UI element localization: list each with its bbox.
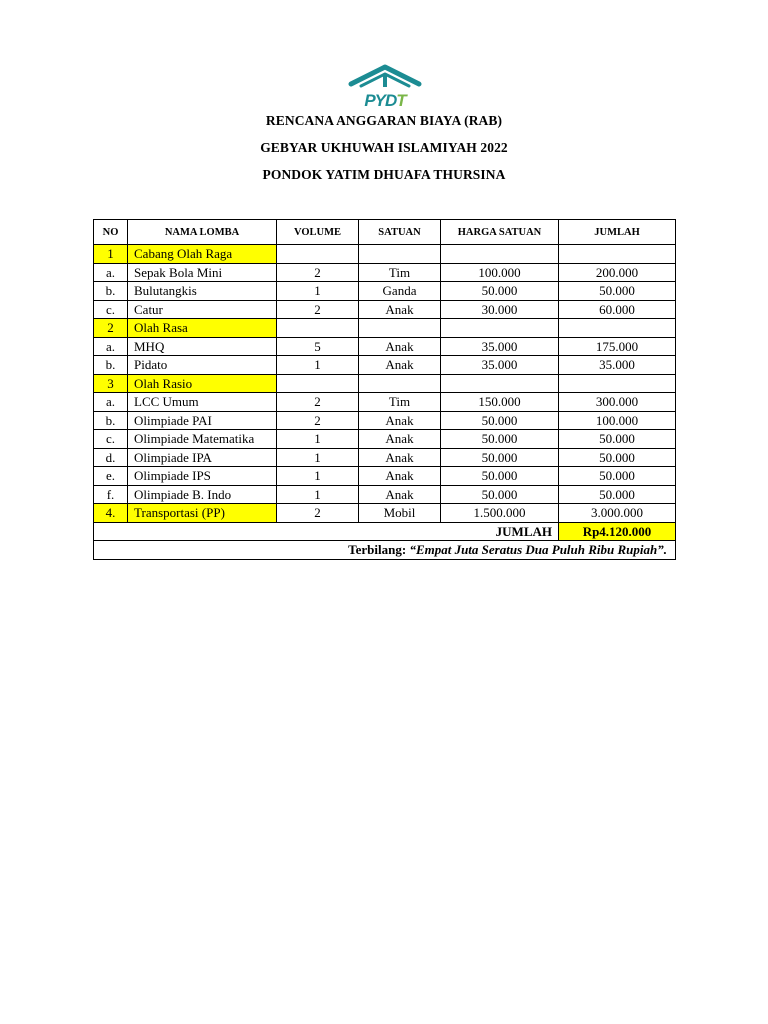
cell-nama-lomba: Pidato: [128, 356, 277, 375]
cell-no: a.: [94, 263, 128, 282]
table-row: [94, 411, 676, 430]
pydt-logo-graphic: [345, 64, 425, 110]
cell-satuan: [359, 374, 441, 393]
cell-satuan: Anak: [359, 448, 441, 467]
cell-volume: 1: [277, 485, 359, 504]
cell-volume: 1: [277, 448, 359, 467]
table-row: [94, 430, 676, 449]
terbilang-row: [94, 541, 676, 560]
cell-no: e.: [94, 467, 128, 486]
cell-no: b.: [94, 411, 128, 430]
cell-jumlah: 50.000: [559, 485, 676, 504]
cell-volume: 1: [277, 467, 359, 486]
cell-volume: 2: [277, 411, 359, 430]
table-header-row: [94, 220, 676, 245]
document-header: [0, 112, 768, 193]
col-header-jumlah: JUMLAH: [559, 220, 676, 245]
title-line-2: GEBYAR UKHUWAH ISLAMIYAH 2022: [260, 140, 508, 155]
cell-no: 4.: [94, 504, 128, 523]
cell-satuan: [359, 319, 441, 338]
cell-harga-satuan: 50.000: [441, 430, 559, 449]
table-row: [94, 282, 676, 301]
table-row: [94, 374, 676, 393]
cell-nama-lomba: LCC Umum: [128, 393, 277, 412]
table-row: [94, 263, 676, 282]
cell-no: d.: [94, 448, 128, 467]
cell-volume: 2: [277, 504, 359, 523]
cell-volume: 1: [277, 430, 359, 449]
cell-satuan: Anak: [359, 485, 441, 504]
cell-satuan: Ganda: [359, 282, 441, 301]
cell-harga-satuan: 150.000: [441, 393, 559, 412]
cell-harga-satuan: 50.000: [441, 411, 559, 430]
cell-jumlah: 35.000: [559, 356, 676, 375]
cell-harga-satuan: [441, 245, 559, 264]
cell-no: b.: [94, 282, 128, 301]
table-row: [94, 448, 676, 467]
cell-harga-satuan: 50.000: [441, 282, 559, 301]
cell-jumlah: [559, 245, 676, 264]
title-line-1: RENCANA ANGGARAN BIAYA (RAB): [265, 113, 503, 128]
cell-nama-lomba: Bulutangkis: [128, 282, 277, 301]
cell-volume: 2: [277, 300, 359, 319]
cell-harga-satuan: 35.000: [441, 337, 559, 356]
cell-satuan: Anak: [359, 337, 441, 356]
cell-volume: 5: [277, 337, 359, 356]
cell-harga-satuan: 50.000: [441, 467, 559, 486]
cell-volume: 2: [277, 393, 359, 412]
col-header-no: NO: [94, 220, 128, 245]
total-amount: Rp4.120.000: [559, 522, 676, 541]
cell-harga-satuan: [441, 374, 559, 393]
terbilang-cell: [94, 541, 676, 560]
cell-jumlah: 100.000: [559, 411, 676, 430]
cell-satuan: Anak: [359, 467, 441, 486]
cell-jumlah: [559, 319, 676, 338]
table-row: [94, 504, 676, 523]
cell-satuan: [359, 245, 441, 264]
cell-nama-lomba: Olimpiade PAI: [128, 411, 277, 430]
cell-jumlah: 50.000: [559, 282, 676, 301]
pydt-logo: [345, 64, 425, 110]
cell-jumlah: 200.000: [559, 263, 676, 282]
cell-nama-lomba: Cabang Olah Raga: [128, 245, 277, 264]
cell-harga-satuan: [441, 319, 559, 338]
cell-no: c.: [94, 300, 128, 319]
col-header-volume: VOLUME: [277, 220, 359, 245]
cell-jumlah: 50.000: [559, 448, 676, 467]
cell-nama-lomba: Olimpiade Matematika: [128, 430, 277, 449]
cell-nama-lomba: Olah Rasio: [128, 374, 277, 393]
cell-harga-satuan: 30.000: [441, 300, 559, 319]
total-row: [94, 522, 676, 541]
terbilang-text: “Empat Juta Seratus Dua Puluh Ribu Rupiah”.: [409, 542, 667, 558]
cell-no: 1: [94, 245, 128, 264]
table-row: [94, 300, 676, 319]
col-header-harga-satuan: HARGA SATUAN: [441, 220, 559, 245]
cell-harga-satuan: 100.000: [441, 263, 559, 282]
table-row: [94, 337, 676, 356]
cell-satuan: Anak: [359, 356, 441, 375]
cell-volume: 1: [277, 282, 359, 301]
logo-lettering: PYDT: [364, 91, 406, 110]
cell-satuan: Anak: [359, 411, 441, 430]
table-row: [94, 319, 676, 338]
cell-no: a.: [94, 393, 128, 412]
cell-harga-satuan: 50.000: [441, 485, 559, 504]
title-line-3: PONDOK YATIM DHUAFA THURSINA: [262, 167, 506, 182]
cell-no: 2: [94, 319, 128, 338]
table-row: [94, 245, 676, 264]
cell-no: b.: [94, 356, 128, 375]
total-label: JUMLAH: [94, 522, 559, 541]
cell-jumlah: 60.000: [559, 300, 676, 319]
cell-nama-lomba: Catur: [128, 300, 277, 319]
cell-harga-satuan: 1.500.000: [441, 504, 559, 523]
cell-nama-lomba: Olimpiade IPA: [128, 448, 277, 467]
cell-no: a.: [94, 337, 128, 356]
cell-nama-lomba: Sepak Bola Mini: [128, 263, 277, 282]
table-row: [94, 485, 676, 504]
table-body: [94, 245, 676, 523]
cell-harga-satuan: 50.000: [441, 448, 559, 467]
cell-jumlah: 3.000.000: [559, 504, 676, 523]
cell-volume: [277, 374, 359, 393]
cell-nama-lomba: Olimpiade B. Indo: [128, 485, 277, 504]
cell-jumlah: 300.000: [559, 393, 676, 412]
cell-harga-satuan: 35.000: [441, 356, 559, 375]
cell-satuan: Anak: [359, 430, 441, 449]
cell-satuan: Tim: [359, 263, 441, 282]
col-header-satuan: SATUAN: [359, 220, 441, 245]
cell-nama-lomba: MHQ: [128, 337, 277, 356]
cell-jumlah: 175.000: [559, 337, 676, 356]
cell-nama-lomba: Transportasi (PP): [128, 504, 277, 523]
cell-volume: 1: [277, 356, 359, 375]
table-row: [94, 467, 676, 486]
cell-satuan: Tim: [359, 393, 441, 412]
cell-satuan: Anak: [359, 300, 441, 319]
cell-jumlah: 50.000: [559, 430, 676, 449]
budget-table: [93, 219, 676, 560]
terbilang-label: Terbilang:: [348, 542, 407, 558]
cell-volume: [277, 245, 359, 264]
col-header-nama-lomba: NAMA LOMBA: [128, 220, 277, 245]
cell-volume: [277, 319, 359, 338]
table-row: [94, 393, 676, 412]
cell-jumlah: [559, 374, 676, 393]
cell-no: 3: [94, 374, 128, 393]
cell-satuan: Mobil: [359, 504, 441, 523]
cell-nama-lomba: Olah Rasa: [128, 319, 277, 338]
cell-no: c.: [94, 430, 128, 449]
cell-jumlah: 50.000: [559, 467, 676, 486]
table-row: [94, 356, 676, 375]
cell-volume: 2: [277, 263, 359, 282]
cell-no: f.: [94, 485, 128, 504]
cell-nama-lomba: Olimpiade IPS: [128, 467, 277, 486]
